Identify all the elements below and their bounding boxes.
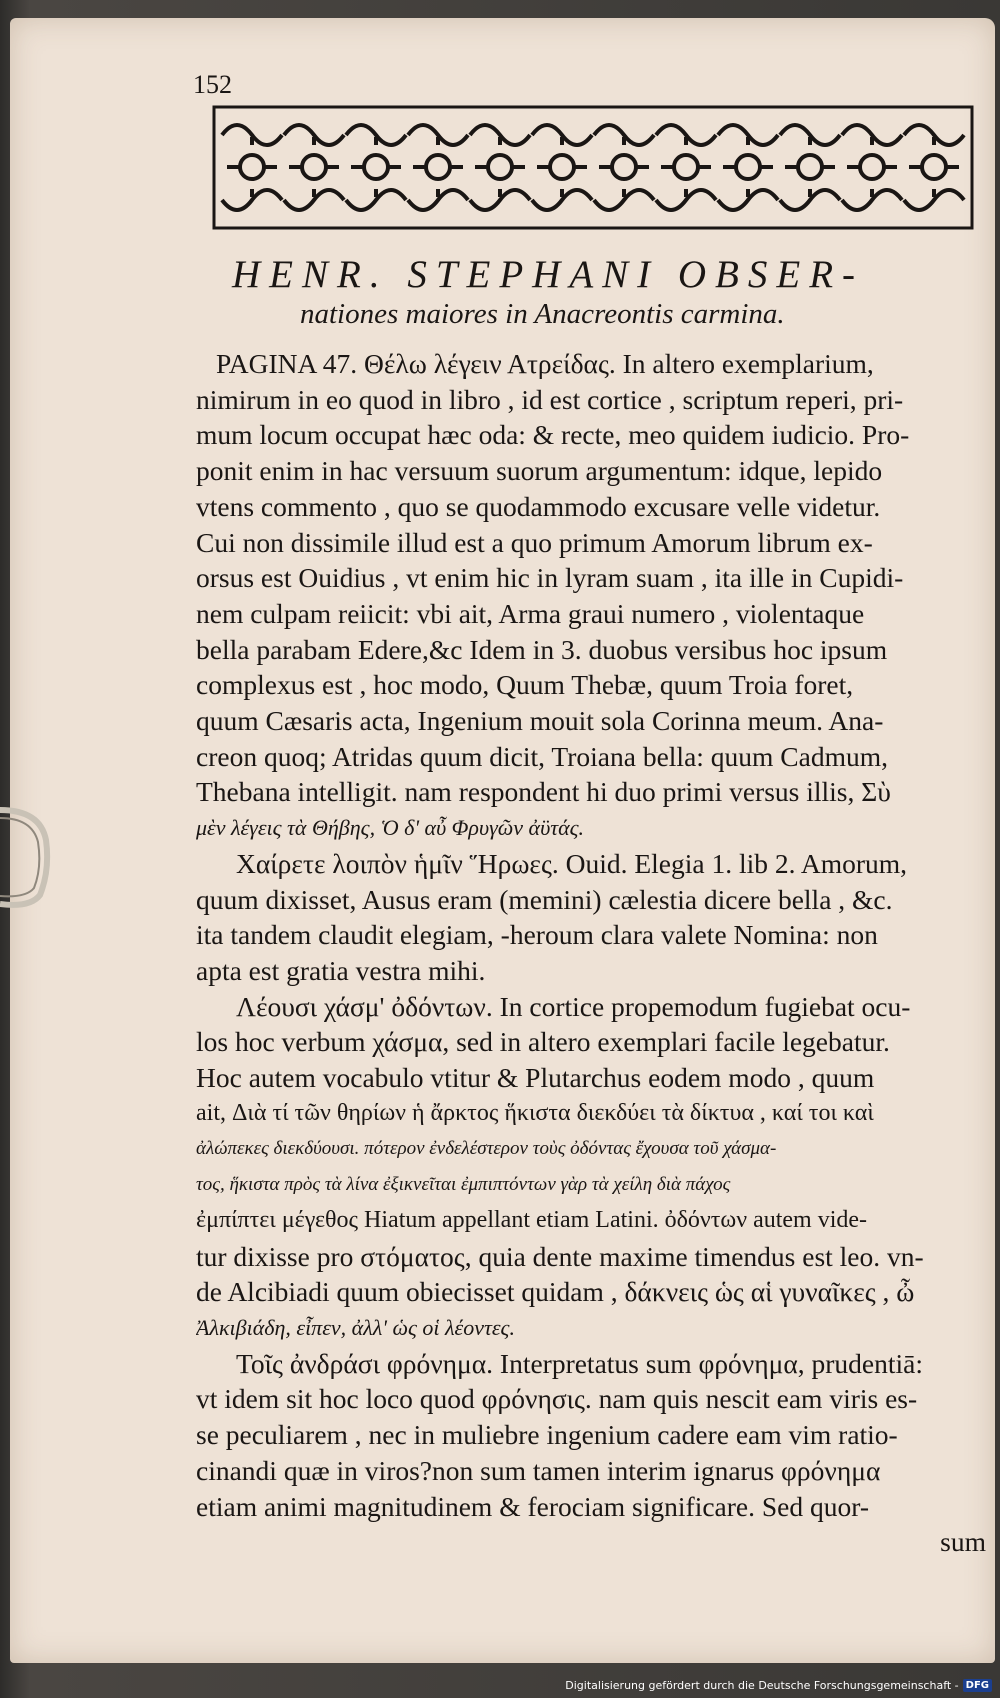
text-line: de Alcibiadi quum obiecisset quidam , δάκνεις ὡς αἱ γυναῖκες , ὦ xyxy=(196,1276,915,1308)
text-line: vtens commento , quo se quodammodo excusare velle videtur. xyxy=(196,490,881,522)
footer-text: Digitalisierung gefördert durch die Deutsche Forschungsgemeinschaft - xyxy=(565,1679,959,1692)
text-line: τος, ἥκιστα πρὸς τὰ λίνα ἐξικνεῖται ἐμπιπτόντων γὰρ τὰ χείλη διὰ πάχος xyxy=(196,1174,731,1196)
text-line: Χαίρετε λοιπὸν ἡμῖν Ἥρωες. Ouid. Elegia 1. lib 2. Amorum, xyxy=(236,847,908,879)
text-line: mum locum occupat hæc oda: & recte, meo quidem iudicio. Pro- xyxy=(196,419,910,451)
text-line: orsus est Ouidius , vt enim hic in lyram suam , ita ille in Cupidi- xyxy=(196,562,904,594)
text-line: tur dixisse pro στόματος, quia dente maxime timendus est leo. vn- xyxy=(196,1240,924,1272)
text-line: Τοῖς ἀνδράσι φρόνημα. Interpretatus sum φρόνημα, prudentiā: xyxy=(236,1347,924,1379)
text-line: vt idem sit hoc loco quod φρόνησις. nam quis nescit eam viris es- xyxy=(196,1383,918,1415)
text-line: Thebana intelligit. nam respondent hi duo primi versus illis, Σὺ xyxy=(196,776,891,808)
text-line: nimirum in eo quod in libro , id est cortice , scriptum reperi, pri- xyxy=(196,383,904,415)
text-line: Ἀλκιβιάδη, εἶπεν, ἀλλ' ὡς οἱ λέοντες. xyxy=(196,1314,515,1340)
text-line: ἐμπίπτει μέγεθος Hiatum appellant etiam Latini. ὀδόντων autem vide- xyxy=(196,1206,868,1233)
page-number: 152 xyxy=(193,70,232,99)
text-line: Λέουσι χάσμ' ὀδόντων. In cortice propemodum fugiebat ocu- xyxy=(236,990,911,1022)
page-clip xyxy=(0,800,56,910)
text-line: ita tandem claudit elegiam, -heroum clara valete Nomina: non xyxy=(196,919,878,951)
catchword: sum xyxy=(940,1526,986,1558)
text-line: Hoc autem vocabulo vtitur & Plutarchus eodem modo , quum xyxy=(196,1062,875,1094)
text-line: creon quoq; Atridas quum dicit, Troiana bella: quum Cadmum, xyxy=(196,740,889,772)
text-line: los hoc verbum χάσμα, sed in altero exemplari facile legebatur. xyxy=(196,1026,890,1058)
text-line: nem culpam reiicit: vbi ait, Arma graui numero , violentaque xyxy=(196,597,865,629)
text-line: ponit enim in hac versuum suorum argumentum: idque, lepido xyxy=(196,455,883,487)
text-line: etiam animi magnitudinem & ferociam significare. Sed quor- xyxy=(196,1490,869,1522)
text-line: quum dixisset, Ausus eram (memini) cælestia dicere bella , &c. xyxy=(196,883,893,915)
text-line: apta est gratia vestra mihi. xyxy=(196,954,486,986)
title-line-1: HENR. STEPHANI OBSER- xyxy=(232,253,865,296)
digitization-footer xyxy=(565,1679,992,1692)
text-line: quum Cæsaris acta, Ingenium mouit sola Corinna meum. Ana- xyxy=(196,705,884,737)
text-line: Cui non dissimile illud est a quo primum Amorum librum ex- xyxy=(196,526,873,558)
text-line: μὲν λέγεις τὰ Θήβης, Ὁ δ' αὖ Φρυγῶν ἀϋτάς. xyxy=(196,815,585,841)
text-line: ἀλώπεκες διεκδύουσι. πότερον ἐνδελέστερον τοὺς ὀδόντας ἔχουσα τοῦ χάσμα- xyxy=(196,1138,777,1160)
body-text xyxy=(196,346,986,1560)
text-line: se peculiarem , nec in muliebre ingenium cadere eam vim ratio- xyxy=(196,1419,898,1451)
text-line: bella parabam Edere,&c Idem in 3. duobus versibus hoc ipsum xyxy=(196,633,888,665)
text-line: ait, Διὰ τί τῶν θηρίων ἡ ἄρκτος ἥκιστα διεκδύει τὰ δίκτυα , καί τοι καὶ xyxy=(196,1099,874,1126)
text-line: complexus est , hoc modo, Quum Thebæ, quum Troia foret, xyxy=(196,669,854,701)
decorative-ornament-banner xyxy=(212,105,974,230)
text-line: PAGINA 47. Θέλω λέγειν Ατρείδας. In altero exemplarium, xyxy=(216,348,874,379)
text-line: cinandi quæ in viros?non sum tamen interim ignarus φρόνημα xyxy=(196,1454,881,1486)
title-line-2: nationes maiores in Anacreontis carmina. xyxy=(300,298,785,330)
dfg-logo: DFG xyxy=(963,1679,992,1692)
